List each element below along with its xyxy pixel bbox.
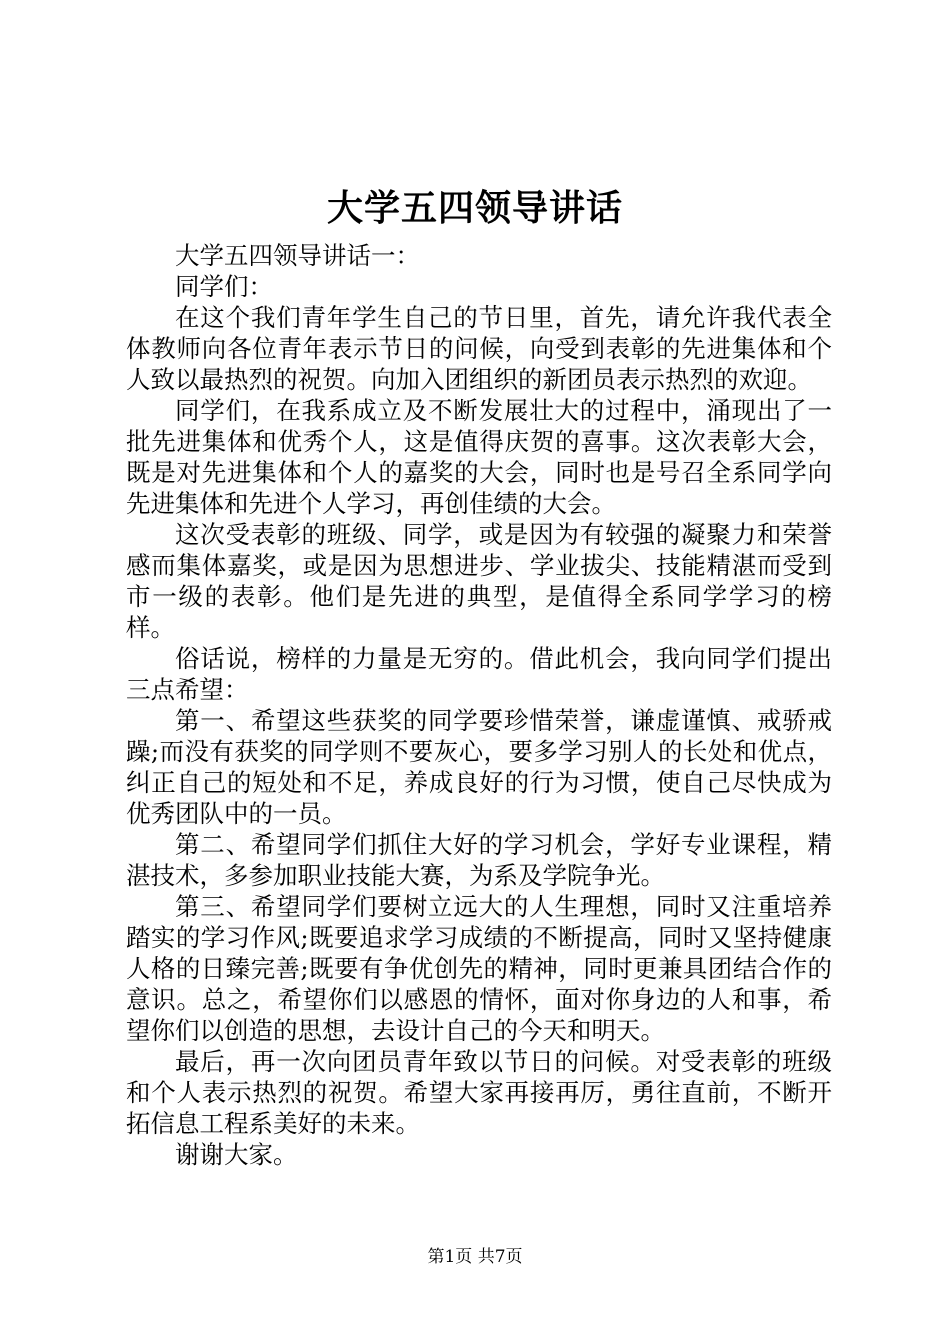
- paragraph: 第二、希望同学们抓住大好的学习机会，学好专业课程，精湛技术，多参加职业技能大赛，为系及学院争光。: [126, 830, 832, 890]
- paragraph: 同学们：: [175, 272, 273, 301]
- paragraph: 第三、希望同学们要树立远大的人生理想，同时又注重培养踏实的学习作风;既要追求学习成绩的不断提高，同时又坚持健康人格的日臻完善;既要有争优创先的精神，同时更兼具团结合作的意识。总之，希望你们以感恩的情怀，面对你身边的人和事，希望你们以创造的思想，去设计自己的今天和明天。: [126, 892, 832, 1045]
- paragraph: 同学们，在我系成立及不断发展壮大的过程中，涌现出了一批先进集体和优秀个人，这是值得庆贺的喜事。这次表彰大会，既是对先进集体和个人的嘉奖的大会，同时也是号召全系同学向先进集体和先进个人学习，再创佳绩的大会。: [126, 396, 832, 518]
- paragraph: 在这个我们青年学生自己的节日里，首先，请允许我代表全体教师向各位青年表示节日的问候，向受到表彰的先进集体和个人致以最热烈的祝贺。向加入团组织的新团员表示热烈的欢迎。: [126, 303, 832, 394]
- document-title: 大学五四领导讲话: [326, 187, 623, 229]
- paragraph: 俗话说，榜样的力量是无穷的。借此机会，我向同学们提出三点希望：: [126, 644, 832, 704]
- paragraph: 最后，再一次向团员青年致以节日的问候。对受表彰的班级和个人表示热烈的祝贺。希望大家再接再厉，勇往直前，不断开拓信息工程系美好的未来。: [126, 1047, 832, 1138]
- paragraph: 大学五四领导讲话一：: [175, 241, 420, 270]
- paragraph: 第一、希望这些获奖的同学要珍惜荣誉，谦虚谨慎、戒骄戒躁;而没有获奖的同学则不要灰心，要多学习别人的长处和优点，纠正自己的短处和不足，养成良好的行为习惯，使自己尽快成为优秀团队中的一员。: [126, 706, 832, 828]
- paragraph: 这次受表彰的班级、同学，或是因为有较强的凝聚力和荣誉感而集体嘉奖，或是因为思想进步、学业拔尖、技能精湛而受到市一级的表彰。他们是先进的典型，是值得全系同学学习的榜样。: [126, 520, 832, 642]
- document-body: [126, 240, 832, 1170]
- paragraph: 谢谢大家。: [175, 1140, 298, 1169]
- page-footer: 第1页 共7页: [427, 1247, 523, 1267]
